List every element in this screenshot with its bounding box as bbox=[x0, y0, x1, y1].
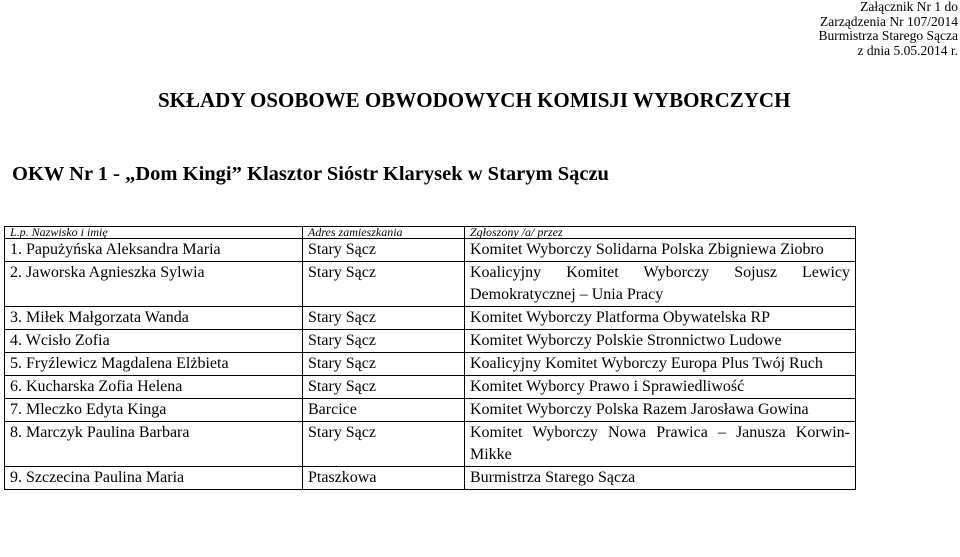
cell-name: 7. Mleczko Edyta Kinga bbox=[5, 399, 303, 422]
table-row bbox=[5, 330, 856, 353]
members-table bbox=[4, 226, 856, 490]
table-header-row bbox=[5, 227, 856, 239]
cell-committee: Komitet Wyborczy Nowa Prawica – Janusza Korwin-Mikke bbox=[465, 422, 856, 467]
commission-heading: OKW Nr 1 - „Dom Kingi” Klasztor Sióstr Klarysek w Starym Sączu bbox=[12, 163, 609, 185]
cell-committee: Komitet Wyborczy Polskie Stronnictwo Ludowe bbox=[465, 330, 856, 353]
cell-committee: Burmistrza Starego Sącza bbox=[465, 467, 856, 490]
header-address: Adres zamieszkania bbox=[303, 227, 465, 239]
cell-committee: Koalicyjny Komitet Wyborczy Europa Plus Twój Ruch bbox=[465, 353, 856, 376]
cell-committee: Komitet Wyborczy Polska Razem Jarosława Gowina bbox=[465, 399, 856, 422]
cell-name: 9. Szczecina Paulina Maria bbox=[5, 467, 303, 490]
cell-address: Stary Sącz bbox=[303, 376, 465, 399]
cell-address: Stary Sącz bbox=[303, 307, 465, 330]
cell-address: Stary Sącz bbox=[303, 353, 465, 376]
attachment-line: Załącznik Nr 1 do bbox=[860, 0, 958, 14]
cell-address: Barcice bbox=[303, 399, 465, 422]
cell-name: 5. Fryźlewicz Magdalena Elżbieta bbox=[5, 353, 303, 376]
cell-address: Ptaszkowa bbox=[303, 467, 465, 490]
cell-committee: Komitet Wyborczy Solidarna Polska Zbigniewa Ziobro bbox=[465, 239, 856, 262]
attachment-line: Burmistrza Starego Sącza bbox=[818, 28, 958, 44]
cell-address: Stary Sącz bbox=[303, 262, 465, 307]
table-body bbox=[5, 239, 856, 490]
attachment-note bbox=[819, 0, 958, 58]
table-row bbox=[5, 239, 856, 262]
table-row bbox=[5, 376, 856, 399]
table-row bbox=[5, 467, 856, 490]
cell-name: 1. Papużyńska Aleksandra Maria bbox=[5, 239, 303, 262]
cell-name: 4. Wcisło Zofia bbox=[5, 330, 303, 353]
cell-committee: Komitet Wyborczy Platforma Obywatelska RP bbox=[465, 307, 856, 330]
document-title: SKŁADY OSOBOWE OBWODOWYCH KOMISJI WYBORCZYCH bbox=[158, 88, 791, 112]
cell-committee: Komitet Wyborcy Prawo i Sprawiedliwość bbox=[465, 376, 856, 399]
cell-address: Stary Sącz bbox=[303, 422, 465, 467]
cell-address: Stary Sącz bbox=[303, 239, 465, 262]
table-row bbox=[5, 262, 856, 307]
attachment-line: Zarządzenia Nr 107/2014 bbox=[820, 13, 958, 29]
table-row bbox=[5, 307, 856, 330]
cell-name: 2. Jaworska Agnieszka Sylwia bbox=[5, 262, 303, 307]
table-row bbox=[5, 353, 856, 376]
header-committee: Zgłoszony /a/ przez bbox=[465, 227, 856, 239]
cell-name: 3. Miłek Małgorzata Wanda bbox=[5, 307, 303, 330]
header-name: L.p. Nazwisko i imię bbox=[5, 227, 303, 239]
table-row bbox=[5, 399, 856, 422]
table-row bbox=[5, 422, 856, 467]
cell-name: 8. Marczyk Paulina Barbara bbox=[5, 422, 303, 467]
cell-address: Stary Sącz bbox=[303, 330, 465, 353]
cell-committee: Koalicyjny Komitet Wyborczy Sojusz Lewicy Demokratycznej – Unia Pracy bbox=[465, 262, 856, 307]
cell-name: 6. Kucharska Zofia Helena bbox=[5, 376, 303, 399]
attachment-line: z dnia 5.05.2014 r. bbox=[857, 42, 958, 58]
